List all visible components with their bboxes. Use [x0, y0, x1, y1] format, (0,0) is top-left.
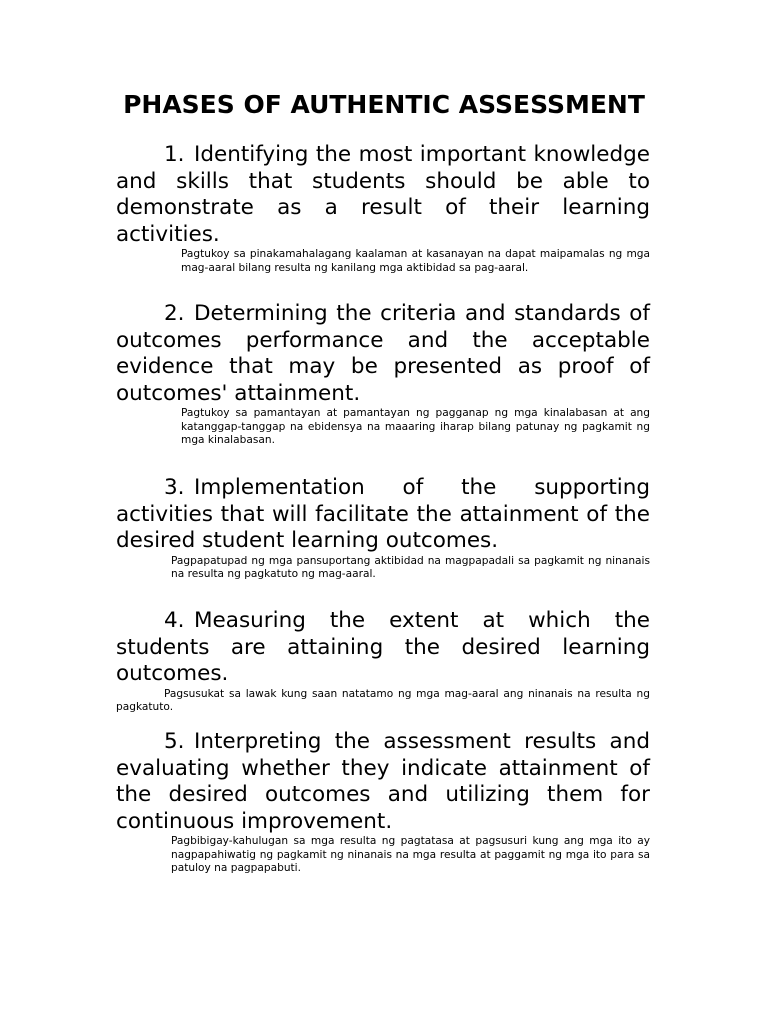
phase-item-1	[116, 142, 650, 275]
phase-item-3	[116, 475, 650, 582]
phase-number: 1.	[164, 142, 185, 167]
phase-text	[116, 608, 650, 688]
phase-number: 5.	[164, 729, 185, 754]
phase-translation: Pagpapatupad ng mga pansuportang aktibidad na magpapadali sa pagkamit ng ninanais na resulta ng pagkatuto ng mag-aaral.	[171, 554, 650, 580]
phase-text	[116, 142, 650, 248]
phase-translation: Pagbibigay-kahulugan sa mga resulta ng pagtatasa at pagsusuri kung ang mga ito ay nagpapahiwatig ng pagkamit ng ninanais na mga resulta at paggamit ng mga ito para sa patuloy na pagpapabuti.	[171, 835, 650, 874]
document-title: PHASES OF AUTHENTIC ASSESSMENT	[123, 90, 645, 119]
phase-translation: Pagsusukat sa lawak kung saan natatamo ng mga mag-aaral ang ninanais na resulta ng pagkatuto.	[116, 687, 650, 713]
phase-translation: Pagtukoy sa pamantayan at pamantayan ng pagganap ng mga kinalabasan at ang katanggap-tanggap na ebidensya na maaaring iharap bilang patunay ng pagkamit ng mga kinalabasan.	[181, 407, 650, 446]
phase-number: 2.	[164, 301, 185, 326]
phase-text	[116, 729, 650, 835]
phase-description: Implementation of the supporting activities that will facilitate the attainment of the desired student learning outcomes.	[116, 475, 650, 553]
phase-description: Determining the criteria and standards of outcomes performance and the acceptable evidence that may be presented as proof of outcomes' attainment.	[116, 301, 650, 406]
phase-description: Interpreting the assessment results and evaluating whether they indicate attainment of the desired outcomes and utilizing them for continuous improvement.	[116, 729, 650, 834]
phase-item-2	[116, 301, 650, 448]
phase-text	[116, 475, 650, 555]
phase-number: 4.	[164, 608, 185, 633]
phase-item-5	[116, 729, 650, 876]
phase-translation: Pagtukoy sa pinakamahalagang kaalaman at kasanayan na dapat maipamalas ng mga mag-aaral bilang resulta ng kanilang mga aktibidad sa pag-aaral.	[181, 248, 650, 274]
phase-item-4	[116, 608, 650, 715]
phase-description: Measuring the extent at which the students are attaining the desired learning outcomes.	[116, 608, 650, 686]
phase-description: Identifying the most important knowledge and skills that students should be able to demonstrate as a result of their learning activities.	[116, 142, 650, 247]
phase-text	[116, 301, 650, 407]
phase-number: 3.	[164, 475, 185, 500]
